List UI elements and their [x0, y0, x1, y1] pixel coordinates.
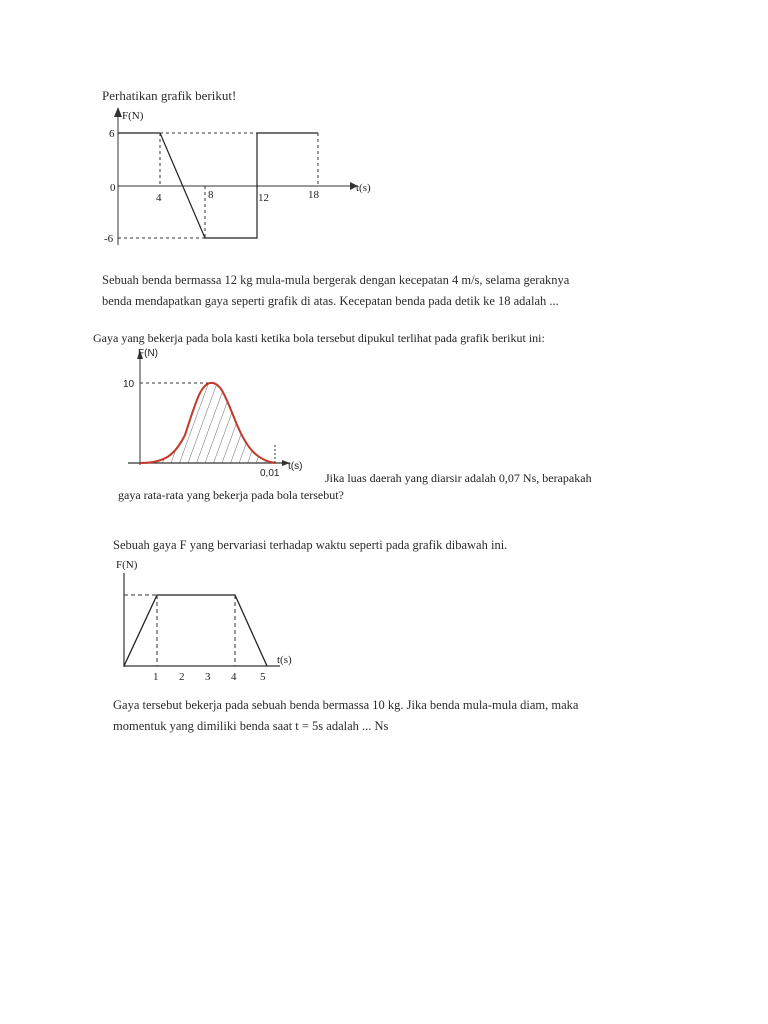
problem1-text-line2: benda mendapatkan gaya seperti grafik di atas. Kecepatan benda pada detik ke 18 adalah ...: [102, 294, 559, 308]
x-label: t(s): [288, 461, 303, 472]
x-tick-18: 18: [308, 189, 319, 201]
y-tick-neg6: -6: [104, 233, 114, 245]
x-label: t(s): [277, 654, 292, 666]
x-tick-4: 4: [156, 192, 162, 204]
x-tick-5: 5: [260, 671, 266, 683]
problem1-text-line1: Sebuah benda bermassa 12 kg mula-mula bergerak dengan kecepatan 4 m/s, selama geraknya: [102, 273, 570, 287]
x-label: t(s): [356, 182, 371, 194]
x-tick-4: 4: [231, 671, 237, 683]
chart-force-time-1: [100, 105, 390, 255]
force-line: [124, 595, 267, 666]
problem3-intro: Sebuah gaya F yang bervariasi terhadap waktu seperti pada grafik dibawah ini.: [113, 538, 508, 552]
y-label: F(N): [122, 110, 144, 122]
problem3-text-line2: momentuk yang dimiliki benda saat t = 5s adalah ... Ns: [113, 719, 389, 733]
y-label: F(N): [116, 559, 138, 571]
y-tick-10: 10: [123, 379, 135, 390]
hatched-area: [140, 375, 280, 465]
x-tick-2: 2: [179, 671, 185, 683]
y-label: F(N): [138, 348, 158, 359]
x-tick-8: 8: [208, 189, 214, 201]
x-tick-001: 0,01: [260, 468, 280, 479]
x-tick-12: 12: [258, 192, 269, 204]
y-tick-0: 0: [110, 182, 116, 194]
y-tick-6: 6: [109, 128, 115, 140]
chart-force-time-2: [120, 345, 320, 480]
problem3-text-line1: Gaya tersebut bekerja pada sebuah benda bermassa 10 kg. Jika benda mula-mula diam, maka: [113, 698, 579, 712]
x-tick-3: 3: [205, 671, 211, 683]
chart-force-time-3: [110, 555, 310, 685]
problem2-text-line1: Gaya yang bekerja pada bola kasti ketika bola tersebut dipukul terlihat pada grafik berikut ini:: [93, 331, 545, 345]
problem2-text-line3: gaya rata-rata yang bekerja pada bola tersebut?: [118, 488, 344, 502]
problem1-intro: Perhatikan grafik berikut!: [102, 88, 237, 103]
x-tick-1: 1: [153, 671, 159, 683]
problem2-text-line2: Jika luas daerah yang diarsir adalah 0,07 Ns, berapakah: [325, 471, 592, 485]
y-axis-arrow: [114, 107, 122, 117]
